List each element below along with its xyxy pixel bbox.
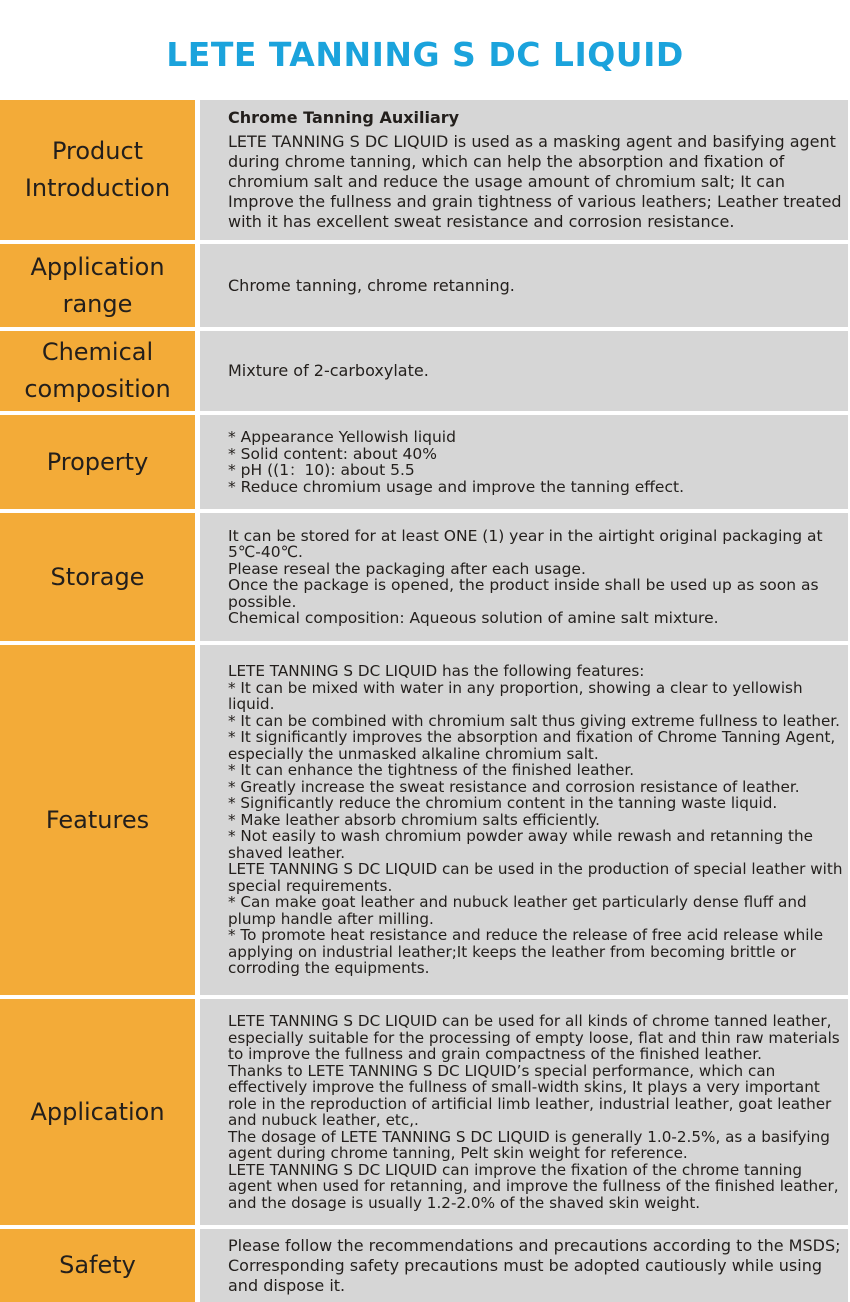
content-line: * Reduce chromium usage and improve the tanning effect. [228, 477, 684, 496]
row-content [200, 513, 848, 641]
content-line: LETE TANNING S DC LIQUID can improve the fixation of the chrome tanning agent when used for retanning, and improve the fullness of the finished leather, and the dosage is usually 1.2-2.0% of the shaved skin weight. [228, 1160, 839, 1212]
row-label: Application [0, 999, 195, 1225]
row-property [0, 415, 850, 509]
row-label: Application range [0, 244, 195, 327]
content-line: * Make leather absorb chromium salts efficiently. [228, 810, 600, 829]
content-line: Chemical composition: Aqueous solution of amine salt mixture. [228, 609, 719, 627]
row-content [200, 415, 848, 509]
row-storage [0, 513, 850, 641]
row-content [200, 645, 848, 995]
row-content [200, 999, 848, 1225]
content-line: Please reseal the packaging after each usage. [228, 559, 586, 578]
content-line: * Not easily to wash chromium powder away while rewash and retanning the shaved leather. [228, 827, 813, 862]
content-line: * To promote heat resistance and reduce the release of free acid release while applying on industrial leather;It keeps the leather from becoming brittle or corroding the equipments. [228, 926, 824, 978]
row-safety [0, 1229, 850, 1302]
content-line: * It can enhance the tightness of the finished leather. [228, 761, 635, 780]
row-product-introduction [0, 100, 850, 240]
row-features [0, 645, 850, 995]
content-line: It can be stored for at least ONE (1) year in the airtight original packaging at 5℃-40℃. [228, 526, 823, 561]
section-heading: Chrome Tanning Auxiliary [228, 108, 460, 127]
content-line: LETE TANNING S DC LIQUID can be used for all kinds of chrome tanned leather, especially suitable for the processing of empty loose, flat and thin raw materials to improve the fullness and grain compactness of the finished leather. [228, 1012, 840, 1063]
row-label: Property [0, 415, 195, 509]
row-content [200, 244, 848, 327]
content-line: * Greatly increase the sweat resistance and corrosion resistance of leather. [228, 777, 800, 796]
page-title: LETE TANNING S DC LIQUID [166, 35, 684, 74]
content-line: The dosage of LETE TANNING S DC LIQUID is generally 1.0-2.5%, as a basifying agent during chrome tanning, Pelt skin weight for reference. [228, 1127, 830, 1162]
content-text: Chrome tanning, chrome retanning. [228, 275, 515, 295]
content-line: * It can be mixed with water in any proportion, showing a clear to yellowish liquid. [228, 678, 803, 714]
row-application-range [0, 244, 850, 327]
content-line: Once the package is opened, the product inside shall be used up as soon as possible. [228, 576, 819, 611]
row-label: Safety [0, 1229, 195, 1302]
content-text: Please follow the recommendations and precautions according to the MSDS; Corresponding safety precautions must be adopted cautiously while using and dispose it. [228, 1235, 841, 1295]
row-chemical-composition [0, 331, 850, 411]
content-line: * pH ((1：10): about 5.5 [228, 461, 415, 479]
row-content [200, 331, 848, 411]
row-label: Chemical composition [0, 331, 195, 411]
content-line: LETE TANNING S DC LIQUID has the following features: [228, 662, 645, 681]
content-text: Mixture of 2-carboxylate. [228, 361, 429, 380]
content-line: * It can be combined with chromium salt thus giving extreme fullness to leather. [228, 711, 840, 730]
row-label: Product Introduction [0, 100, 195, 240]
content-text: LETE TANNING S DC LIQUID is used as a masking agent and basifying agent during chrome tanning, which can help the absorption and fixation of chromium salt and reduce the usage amount of chromium salt; It can Improve the fullness and grain tightness of various leathers; Leather treated with it has excellent sweat resistance and corrosion resistance. [228, 132, 842, 231]
row-label: Features [0, 645, 195, 995]
content-line: * Can make goat leather and nubuck leather get particularly dense fluff and plump handle after milling. [228, 893, 807, 928]
content-line: * Significantly reduce the chromium content in the tanning waste liquid. [228, 794, 778, 813]
content-line: Thanks to LETE TANNING S DC LIQUID’s special performance, which can effectively improve the fullness of small-width skins, It plays a very important role in the reproduction of artificial limb leather, industrial leather, goat leather and nubuck leather, etc,. [228, 1061, 832, 1129]
row-application [0, 999, 850, 1225]
row-label: Storage [0, 513, 195, 641]
content-line: * Appearance Yellowish liquid [228, 428, 456, 446]
row-content [200, 100, 848, 240]
content-line: * Solid content: about 40% [228, 444, 437, 463]
content-line: LETE TANNING S DC LIQUID can be used in the production of special leather with special requirements. [228, 860, 843, 895]
content-line: * It significantly improves the absorption and fixation of Chrome Tanning Agent, especially the unmasked alkaline chromium salt. [228, 728, 836, 763]
row-content [200, 1229, 848, 1302]
